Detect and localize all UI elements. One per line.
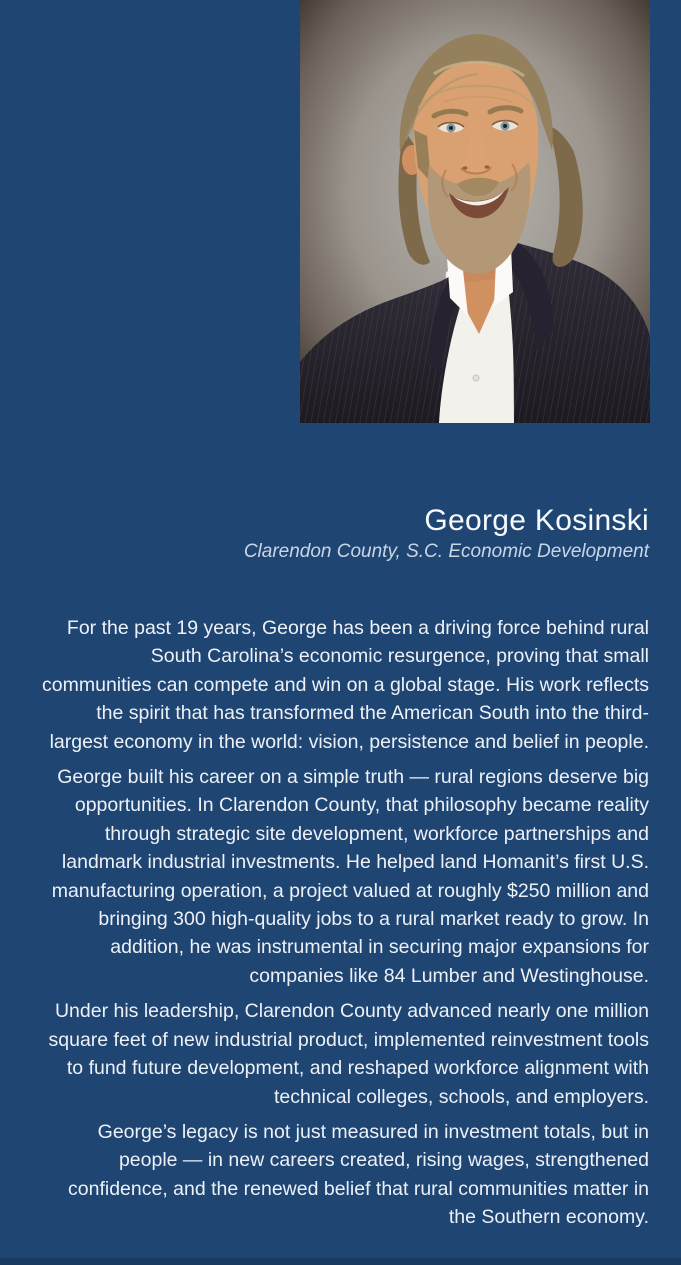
bio-paragraph-2: George built his career on a simple truth — rural regions deserve big opportunities. In Clarendon County, that philosophy became reality through strategic site development, workforce partnerships and landmark industrial investments. He helped land Homanit’s first U.S. manufacturing operation, a project valued at roughly $250 million and bringing 300 high-quality jobs to a rural market ready to grow. In addition, he was instrumental in securing major expansions for companies like 84 Lumber and Westinghouse. xyxy=(51,766,649,987)
bio-content xyxy=(40,0,649,1232)
bio-paragraph-4: George’s legacy is not just measured in investment totals, but in people — in new careers created, rising wages, strengthened confidence, and the renewed belief that rural communities matter in the Southern economy. xyxy=(68,1120,649,1229)
person-affiliation: Clarendon County, S.C. Economic Development xyxy=(243,541,649,562)
page-bottom-edge xyxy=(0,1258,681,1265)
person-name: George Kosinski xyxy=(424,504,649,537)
bio-paragraph-1: For the past 19 years, George has been a driving force behind rural South Carolina’s economic resurgence, proving that small communities can compete and win on a global stage. His work reflects the spirit that has transformed the American South into the third-largest economy in the world: vision, persistence and belief in people. xyxy=(42,617,649,753)
bio-paragraph-3: Under his leadership, Clarendon County advanced nearly one million square feet of new industrial product, implemented reinvestment tools to fund future development, and reshaped workforce alignment with technical colleges, schools, and employers. xyxy=(48,1000,649,1108)
